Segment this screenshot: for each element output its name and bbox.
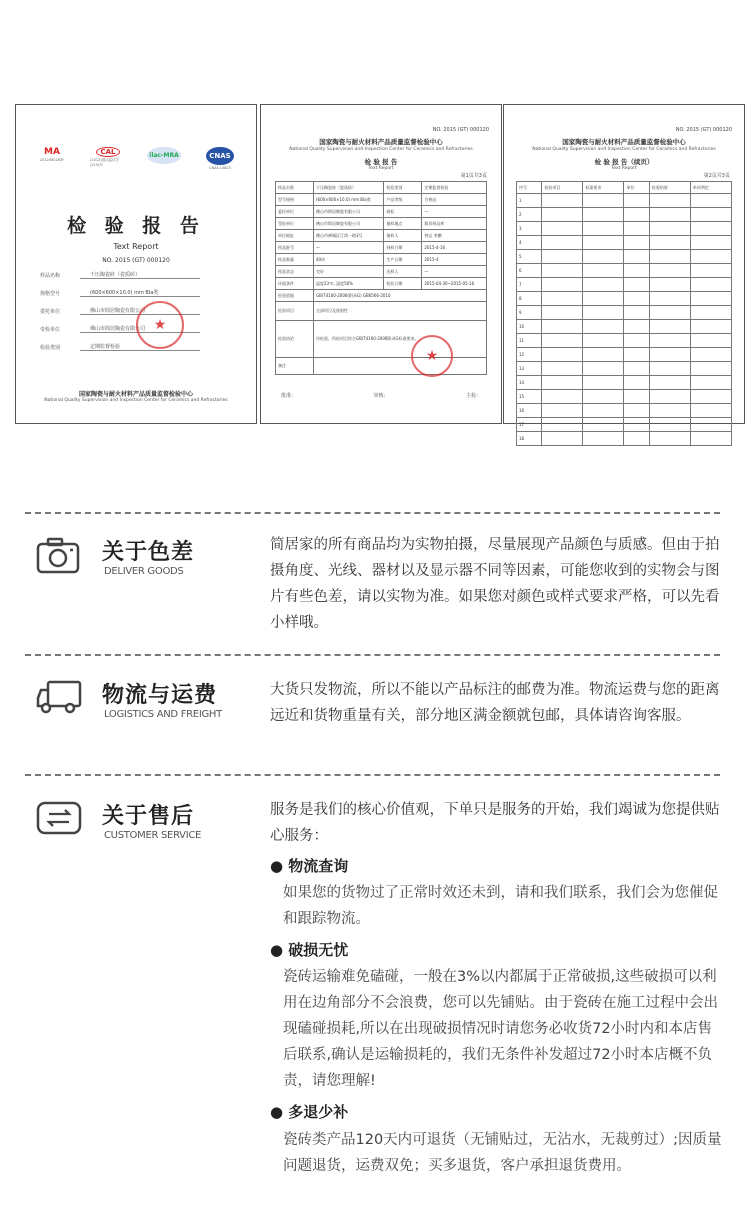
info-cell: 单位地址 xyxy=(276,230,314,242)
result-cell xyxy=(542,334,583,348)
result-cell xyxy=(649,390,690,404)
info-cell: 样品数量 xyxy=(276,254,314,266)
info-row xyxy=(276,182,487,194)
result-row xyxy=(517,278,732,292)
info-row xyxy=(276,230,487,242)
result-cell xyxy=(690,264,731,278)
result-cell xyxy=(583,348,624,362)
info-cell: 产品等级 xyxy=(384,194,422,206)
result-cell xyxy=(649,208,690,222)
section-title-color: 关于色差 xyxy=(102,540,195,565)
field-model: 规格型号 (600×600×10.0) mm BIa类 xyxy=(40,289,200,297)
result-cell xyxy=(649,404,690,418)
result-row xyxy=(517,306,732,320)
result-cell xyxy=(690,194,731,208)
info-cell: 干压陶瓷砖（瓷质砖） xyxy=(313,182,383,194)
result-cell: 11 xyxy=(517,334,542,348)
result-cell xyxy=(583,376,624,390)
result-cell xyxy=(690,376,731,390)
result-cell xyxy=(690,348,731,362)
cma-logo: MA 2012000283F xyxy=(39,147,65,162)
field-test-kind: 检验类别 定期监督检验 xyxy=(40,343,200,351)
certification-logos xyxy=(34,147,238,175)
info-cell: (600×600×10.0) mm BIa类 xyxy=(313,194,383,206)
result-cell xyxy=(542,264,583,278)
result-row xyxy=(517,404,732,418)
result-cell xyxy=(583,264,624,278)
result-cell xyxy=(542,292,583,306)
section-title-logistics: 物流与运费 xyxy=(102,683,218,708)
result-cell xyxy=(690,390,731,404)
result-cell xyxy=(583,390,624,404)
result-cell xyxy=(583,418,624,432)
info-row xyxy=(276,218,487,230)
info-cell: 2015-4 xyxy=(422,254,487,266)
result-row xyxy=(517,320,732,334)
result-cell xyxy=(542,208,583,222)
result-cell xyxy=(690,306,731,320)
result-cell xyxy=(649,432,690,446)
info-row xyxy=(276,206,487,218)
result-cell: 10 xyxy=(517,320,542,334)
result-cell xyxy=(624,264,649,278)
result-header-cell: 单位 xyxy=(624,182,649,194)
info-cell: 送样人 xyxy=(384,266,422,278)
result-cell xyxy=(583,334,624,348)
result-cell xyxy=(542,404,583,418)
cover-footer: 国家陶瓷与耐火材料产品质量监督检验中心 National Quality Supervision and Inspection Center for Ceramics and Refractories xyxy=(44,391,228,403)
result-row xyxy=(517,208,732,222)
result-cell xyxy=(542,320,583,334)
section-subtitle-color: DELIVER GOODS xyxy=(104,566,184,577)
result-cell: 7 xyxy=(517,278,542,292)
result-cell xyxy=(624,194,649,208)
result-row xyxy=(517,362,732,376)
section-subtitle-logistics: LOGISTICS AND FREIGHT xyxy=(104,709,222,720)
result-cell xyxy=(649,348,690,362)
info-cell: 样品批号 xyxy=(276,242,314,254)
info-cell: 委托单位 xyxy=(276,206,314,218)
result-cell: 12 xyxy=(517,348,542,362)
result-row xyxy=(517,418,732,432)
info-cell: 完好 xyxy=(313,266,383,278)
result-cell xyxy=(542,418,583,432)
result-cell xyxy=(624,432,649,446)
info-cell: 2015-04-30~2015-05-16 xyxy=(422,278,487,290)
info-cell: 佛山市禅城区江湾一路3号 xyxy=(313,230,383,242)
result-cell: 17 xyxy=(517,418,542,432)
result-cell xyxy=(583,320,624,334)
result-cell xyxy=(649,362,690,376)
result-cell xyxy=(624,404,649,418)
truck-icon xyxy=(36,678,84,720)
result-cell xyxy=(649,292,690,306)
result-cell xyxy=(583,292,624,306)
result-cell xyxy=(690,418,731,432)
info-cell: 型号规格 xyxy=(276,194,314,206)
result-cell xyxy=(542,362,583,376)
info-cell: 抽样人 xyxy=(384,230,422,242)
result-cell xyxy=(583,194,624,208)
info-cell: 钟志 李鹏 xyxy=(422,230,487,242)
result-cell: 6 xyxy=(517,264,542,278)
result-cell xyxy=(583,278,624,292)
exchange-icon xyxy=(36,801,82,841)
result-cell xyxy=(583,306,624,320)
result-cell xyxy=(624,320,649,334)
result-row xyxy=(517,376,732,390)
result-cell xyxy=(583,222,624,236)
result-cell xyxy=(624,292,649,306)
info-cell: 样品状态 xyxy=(276,266,314,278)
result-header-cell: 序号 xyxy=(517,182,542,194)
field-sample-name: 样品名称 干压陶瓷砖（瓷质砖） xyxy=(40,271,200,279)
result-row xyxy=(517,348,732,362)
section-divider xyxy=(25,774,720,776)
result-cell xyxy=(542,376,583,390)
result-cell xyxy=(690,278,731,292)
result-cell xyxy=(690,320,731,334)
result-header-cell: 单项判定 xyxy=(690,182,731,194)
result-cell xyxy=(583,208,624,222)
result-cell xyxy=(542,194,583,208)
result-cell xyxy=(690,208,731,222)
result-table xyxy=(516,181,732,446)
camera-icon xyxy=(36,536,80,580)
result-cell: 16 xyxy=(517,404,542,418)
result-cell xyxy=(690,404,731,418)
result-cell xyxy=(542,236,583,250)
signature-row: 批准： 审核： 主检： xyxy=(281,392,481,399)
result-row xyxy=(517,264,732,278)
result-cell xyxy=(690,250,731,264)
info-cell: 简居样品库 xyxy=(422,218,487,230)
info-row xyxy=(276,254,487,266)
info-cell: 佛山市简居陶瓷有限公司 xyxy=(313,206,383,218)
cnas-logo: CNAS CNAS L0823 xyxy=(202,147,238,175)
report-info-table: 样品名称 干压陶瓷砖（瓷质砖） 检验类别 定期监督检验 型号规格 (600×600×10.0) mm BIa类 产品等级 合格品 委托单位 佛山市简居陶瓷有限公司 商标 — 受检单位 佛山市简居陶瓷有限公司 抽样地点 简居样品库 单位地址 佛山市禅城区江湾一路3号 抽样人 钟志 李鹏 样品批号 — 到样日期 2015-4-16 样品数量 40块 生产日期 2015-4 样品状态 完好 送样人 — 环境条件 温度23℃, 湿度56% 检验日期 2015-04-30~2015-05-16 检验依据 GB/T4100-2006(附录G) GB6566-2010 检验项目 全部项目及放射性 检验结论 经检验，所检项目符合GB/T4100-2006附录G标准要求。 备注 xyxy=(275,181,487,375)
bullet-text-tracking: 如果您的货物过了正常时效还未到，请和我们联系，我们会为您催促和跟踪物流。 xyxy=(283,885,718,927)
report-title: 检 验 报 告 xyxy=(67,215,205,237)
info-cell: 环境条件 xyxy=(276,278,314,290)
info-row xyxy=(276,266,487,278)
result-cell: 4 xyxy=(517,236,542,250)
bullet-text-refund: 瓷砖类产品120天内可退货（无铺贴过，无沾水，无裁剪过）;因质量问题退货，运费双免；买多退货，客户承担退货费用。 xyxy=(283,1132,722,1174)
result-cell: 18 xyxy=(517,432,542,446)
info-cell: 检验日期 xyxy=(384,278,422,290)
red-seal-icon: ★ xyxy=(411,335,453,377)
report-number: NO. 2015 (GT) 000120 xyxy=(102,257,170,264)
result-cell xyxy=(690,222,731,236)
info-cell: 合格品 xyxy=(422,194,487,206)
result-cell xyxy=(583,250,624,264)
result-cell xyxy=(690,334,731,348)
result-header-cell: 检验结果 xyxy=(649,182,690,194)
result-row xyxy=(517,194,732,208)
result-cell xyxy=(624,236,649,250)
result-cell xyxy=(542,306,583,320)
section-title-service: 关于售后 xyxy=(102,804,195,829)
info-cell: 受检单位 xyxy=(276,218,314,230)
result-cell: 8 xyxy=(517,292,542,306)
result-cell: 13 xyxy=(517,362,542,376)
red-seal-icon: ★ xyxy=(136,301,184,349)
result-cell xyxy=(583,236,624,250)
result-cell xyxy=(649,222,690,236)
bullet-title-damage: ● 破损无忧 xyxy=(270,941,349,959)
result-row xyxy=(517,334,732,348)
result-cell xyxy=(649,278,690,292)
result-cell xyxy=(649,264,690,278)
ilac-logo: ilac-MRA xyxy=(146,147,182,175)
field-client: 委托单位 佛山市简居陶瓷有限公司 xyxy=(40,307,200,315)
result-cell xyxy=(690,432,731,446)
result-cell xyxy=(542,348,583,362)
result-cell xyxy=(624,208,649,222)
result-cell: 1 xyxy=(517,194,542,208)
result-cell xyxy=(649,236,690,250)
result-cell: 3 xyxy=(517,222,542,236)
result-header-cell: 标准要求 xyxy=(583,182,624,194)
field-inspected: 受检单位 佛山市简居陶瓷有限公司 xyxy=(40,325,200,333)
info-cell: 定期监督检验 xyxy=(422,182,487,194)
info-cell: 2015-4-16 xyxy=(422,242,487,254)
info-cell: 检验类别 xyxy=(384,182,422,194)
result-cell: 14 xyxy=(517,376,542,390)
cal-logo: CAL (2012)国认监认字(215)号 xyxy=(90,148,120,167)
result-header-row xyxy=(517,182,732,194)
bullet-text-damage: 瓷砖运输难免磕碰，一般在3%以内都属于正常破损,这些破损可以利用在边角部分不会浪费，您可以先铺贴。由于瓷砖在施工过程中会出现磕碰损耗,所以在出现破损情况时请您务必收货72小时内和本店售后联系,确认是运输损耗的，我们无条件补发超过72小时本店概不负责，请您理解! xyxy=(283,969,718,1089)
result-row xyxy=(517,250,732,264)
result-cell xyxy=(624,334,649,348)
info-cell: 温度23℃, 湿度56% xyxy=(313,278,383,290)
result-cell xyxy=(542,390,583,404)
result-cell xyxy=(624,222,649,236)
result-cell xyxy=(624,250,649,264)
info-cell: 商标 xyxy=(384,206,422,218)
result-cell xyxy=(583,404,624,418)
result-cell xyxy=(542,432,583,446)
result-row xyxy=(517,432,732,446)
result-cell xyxy=(624,278,649,292)
result-cell xyxy=(690,362,731,376)
info-cell: — xyxy=(422,206,487,218)
info-cell: — xyxy=(313,242,383,254)
info-cell: 样品名称 xyxy=(276,182,314,194)
certificate-cover[interactable] xyxy=(15,104,257,424)
result-cell xyxy=(649,418,690,432)
result-cell xyxy=(542,222,583,236)
result-cell xyxy=(690,236,731,250)
info-cell: 抽样地点 xyxy=(384,218,422,230)
info-cell: 生产日期 xyxy=(384,254,422,266)
result-cell xyxy=(624,376,649,390)
info-cell: 佛山市简居陶瓷有限公司 xyxy=(313,218,383,230)
info-row xyxy=(276,194,487,206)
report-subtitle: Text Report xyxy=(113,242,159,251)
section-divider xyxy=(25,654,720,656)
bullet-title-tracking: ● 物流查询 xyxy=(270,857,349,875)
section-text-service: 服务是我们的核心价值观，下单只是服务的开始，我们竭诚为您提供贴心服务： xyxy=(270,802,720,844)
result-cell: 2 xyxy=(517,208,542,222)
result-cell xyxy=(649,250,690,264)
result-cell xyxy=(624,362,649,376)
section-text-color: 简居家的所有商品均为实物拍摄，尽量展现产品颜色与质感。但由于拍摄角度、光线、器材以及显示器不同等因素，可能您收到的实物会与图片有些色差，请以实物为准。如果您对颜色或样式要求严格，可以先看小样哦。 xyxy=(270,537,720,631)
section-divider xyxy=(25,512,720,514)
result-cell xyxy=(542,250,583,264)
info-cell: 到样日期 xyxy=(384,242,422,254)
result-cell xyxy=(542,278,583,292)
info-row xyxy=(276,242,487,254)
certificate-page-1[interactable]: NO. 2015 (GT) 000120 国家陶瓷与耐火材料产品质量监督检验中心 National Quality Supervision and Inspection Center for Ceramics and Refractories 检 验 报 告 Text Report 第1页共3页 样品名称 干压陶瓷砖（瓷质砖） 检验类别 定期监督检验 型号规格 (600×600×10.0) mm BIa类 产品等级 合格品 委托单位 佛山市简居陶瓷有限公司 商标 — 受检单位 佛山市简居陶瓷有限公司 抽样地点 简居样品库 单位地址 佛山市禅城区江湾一路3号 抽样人 钟志 李鹏 样品批号 — 到样日期 2015-4-16 样品数量 40块 生产日期 2015-4 样品状态 完好 送样人 — 环境条件 温度23℃, 湿度56% 检验日期 2015-04-30~2015-05-16 检验依据 GB/T4100-2006(附录G) GB6566-2010 检验项目 全部项目及放射性 检验结论 经检验，所检项目符合GB/T4100-2006附录G标准要求。 备注 ★ 批准： 审核： 主检： xyxy=(260,104,502,424)
result-row xyxy=(517,236,732,250)
result-cell: 9 xyxy=(517,306,542,320)
info-row xyxy=(276,278,487,290)
result-cell xyxy=(624,306,649,320)
result-cell xyxy=(624,348,649,362)
result-cell xyxy=(583,362,624,376)
certificate-page-2[interactable]: NO. 2015 (GT) 000120 国家陶瓷与耐火材料产品质量监督检验中心 National Quality Supervision and Inspection Center for Ceramics and Refractories 检 验 报 告（续页） Text Report 第2页共3页 序号 检验项目 标准要求 单位 检验结果 单项判定 1 2 3 4 5 6 7 8 9 10 11 12 13 14 15 16 17 18 xyxy=(503,104,745,424)
result-header-cell: 检验项目 xyxy=(542,182,583,194)
result-cell xyxy=(649,376,690,390)
result-cell xyxy=(624,418,649,432)
result-cell: 15 xyxy=(517,390,542,404)
result-cell xyxy=(690,292,731,306)
result-cell xyxy=(649,320,690,334)
info-cell: — xyxy=(422,266,487,278)
result-cell xyxy=(583,432,624,446)
result-row xyxy=(517,222,732,236)
result-cell xyxy=(649,194,690,208)
section-text-logistics: 大货只发物流，所以不能以产品标注的邮费为准。物流运费与您的距离远近和货物重量有关，部分地区满金额就包邮，具体请咨询客服。 xyxy=(270,682,720,724)
result-cell xyxy=(649,334,690,348)
result-row xyxy=(517,292,732,306)
result-cell xyxy=(649,306,690,320)
info-cell: 40块 xyxy=(313,254,383,266)
result-row xyxy=(517,390,732,404)
result-cell: 5 xyxy=(517,250,542,264)
section-subtitle-service: CUSTOMER SERVICE xyxy=(104,830,202,841)
result-cell xyxy=(624,390,649,404)
bullet-title-refund: ● 多退少补 xyxy=(270,1103,349,1121)
